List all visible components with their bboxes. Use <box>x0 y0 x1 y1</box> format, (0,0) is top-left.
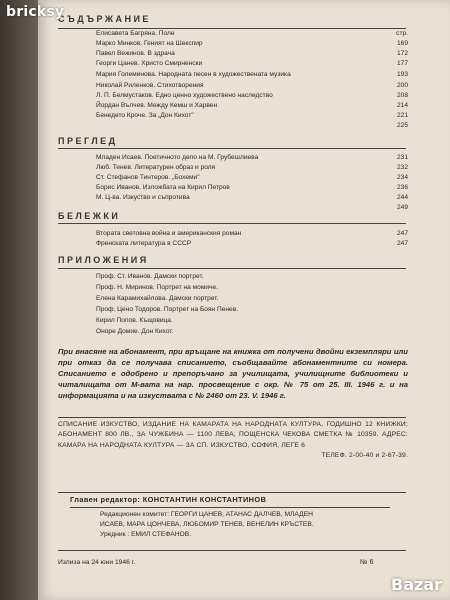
page-label: стр. <box>396 30 408 37</box>
divider <box>58 492 406 493</box>
divider <box>58 148 406 149</box>
toc-item: Бенедето Кроче. За „Дон Кихот" 221 <box>96 112 408 119</box>
book-spine-shadow <box>0 0 38 600</box>
issue-date: Излиза на 24 юни 1946 г. <box>58 559 136 566</box>
publisher-info: СПИСАНИЕ ИЗКУСТВО, ИЗДАНИЕ НА КАМАРАТА НА НАРОДНАТА КУЛТУРА, ГОДИШНО 12 КНИЖКИ; АБОНАМЕНТ 800 ЛВ., ЗА ЧУЖБИНА — 1100 ЛЕВА, ПОЩЕНСКА ЧЕКОВА СМЕТКА № 10359. АДРЕС: КАМАРА НА НАРОДНАТА КУЛТУРА — ЗА СП. ИЗКУСТВО, СОФИЯ, ЛЕГЕ 6 ТЕЛЕФ. 2-00-40 и 2-67-39. <box>58 420 408 461</box>
phone-line: ТЕЛЕФ. 2-00-40 и 2-67-39. <box>321 451 408 459</box>
subscription-notice: При внасяне на абонамент, при връщане на книжка от получени двойни екземпляри или при отказ да се получава списанието, съобщавайте абонаментните си номера. Списанието е одобрено и препоръчано за училищата, училищните библиотеки и читалищата от М-вата на нар. просвещение с окр. № 75 от 25. III. 1946 г. и на информацията и на изкуствата с № 2460 от 23. V. 1946 г. <box>58 347 408 400</box>
toc-item: Люб. Тенев. Литературен образ и роля 232 <box>96 164 408 171</box>
divider <box>58 417 406 418</box>
toc-item: Елена Карамихайлова. Дамски портрет. <box>96 295 219 302</box>
divider <box>70 507 390 508</box>
appendix-title: ПРИЛОЖЕНИЯ <box>58 255 149 265</box>
toc-item: Павел Вежинов. В здрача 172 <box>96 50 408 57</box>
toc-item: Проф. Н. Миринов. Портрет на момиче. <box>96 284 218 291</box>
contents-title: СЪДЪРЖАНИЕ <box>58 14 151 24</box>
toc-item: Проф. Цено Тодоров. Портрет на Боян Пенев. <box>96 306 239 313</box>
toc-item: 225 <box>396 122 408 129</box>
toc-item: Кирил Попов. Къщовица. <box>96 317 173 324</box>
toc-item: 249 <box>396 204 408 211</box>
divider <box>58 223 406 224</box>
toc-item: Ст. Стефанов Тинтеров. „Бохеми" 234 <box>96 174 408 181</box>
toc-item: Николай Риленков. Стихотворения 200 <box>96 82 408 89</box>
review-title: ПРЕГЛЕД <box>58 136 118 146</box>
notes-title: БЕЛЕЖКИ <box>58 211 121 221</box>
marketplace-logo: Bazar <box>391 575 442 594</box>
toc-item: Втората световна война и американския роман 247 <box>96 230 408 237</box>
toc-item: Марко Минков. Геният на Шекспир 169 <box>96 40 408 47</box>
editorial-committee: ИСАЕВ, МАРА ЦОНЧЕВА, ЛЮБОМИР ТЕНЕВ, ВЕНЕЛИН КРЪСТЕВ. <box>100 521 314 528</box>
secretary: Уредник : ЕМИЛ СТЕФАНОВ. <box>100 531 192 538</box>
toc-item: Л. П. Белмустаков. Едно ценно художествено наследство 208 <box>96 92 408 99</box>
toc-item: Георги Цанев. Христо Смирненски 177 <box>96 60 408 67</box>
watermark: bricksy <box>6 4 65 20</box>
divider <box>58 268 406 269</box>
issue-number: № 6 <box>360 559 374 566</box>
toc-item: Мария Големинова. Народната песен в художествената музика 193 <box>96 71 408 78</box>
editorial-committee: Редакционен комитет: ГЕОРГИ ЦАНЕВ, АТАНАС ДАЛЧЕВ, МЛАДЕН <box>100 511 313 518</box>
toc-item: М. Ц-ва. Изкуство и съпротива 244 <box>96 194 408 201</box>
toc-item: Елисавета Багряна. Поле стр. <box>96 30 408 37</box>
toc-item: Оноре Домие. Дон Кихот. <box>96 328 174 335</box>
chief-editor: Главен редактор: КОНСТАНТИН КОНСТАНТИНОВ <box>70 495 267 504</box>
toc-item: Борис Иванов. Изложбата на Кирил Петров 236 <box>96 184 408 191</box>
toc-item: Йордан Вълчев. Между Кемш и Харвен 214 <box>96 102 408 109</box>
toc-item: Проф. Ст. Иванов. Дамски портрет. <box>96 273 204 280</box>
toc-item: Младен Исаев. Поетичното дело на М. Грубешлиева 231 <box>96 154 408 161</box>
divider <box>58 550 406 551</box>
toc-item: Френската литература в СССР 247 <box>96 240 408 247</box>
